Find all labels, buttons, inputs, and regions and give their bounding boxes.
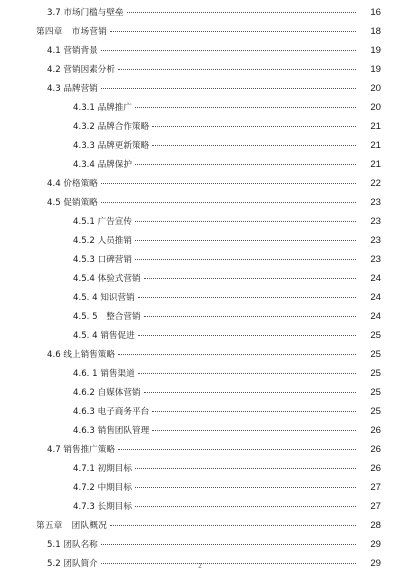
dot-leader — [110, 31, 356, 32]
toc-section-entry[interactable] — [0, 174, 400, 193]
dot-leader — [138, 373, 356, 374]
toc-section-entry[interactable] — [0, 3, 400, 22]
dot-leader — [135, 259, 356, 260]
toc-entry-title: 4.6 线上销售策略 — [47, 350, 115, 360]
dot-leader — [138, 335, 356, 336]
toc-subsection-entry[interactable] — [0, 231, 400, 250]
dot-leader — [135, 240, 356, 241]
toc-entry-page-number: 18 — [370, 26, 381, 37]
toc-entry-page-number: 29 — [370, 539, 381, 550]
toc-entry-page-number: 28 — [370, 520, 381, 531]
dot-leader — [101, 183, 356, 184]
dot-leader — [144, 392, 356, 393]
toc-entry-title: 4.2 营销因素分析 — [47, 65, 115, 75]
toc-entry-page-number: 19 — [370, 45, 381, 56]
toc-entry-title: 4.3.1 品牌推广 — [73, 103, 132, 113]
toc-entry-title: 4.5.2 人员推销 — [73, 236, 132, 246]
toc-subsection-entry[interactable] — [0, 459, 400, 478]
toc-entry-page-number: 24 — [370, 311, 381, 322]
toc-subsection-entry[interactable] — [0, 98, 400, 117]
toc-chapter-entry[interactable] — [0, 22, 400, 41]
toc-entry-title: 4.5. 4 销售促进 — [73, 331, 135, 341]
dot-leader — [101, 50, 356, 51]
toc-section-entry[interactable] — [0, 60, 400, 79]
dot-leader — [152, 430, 356, 431]
toc-subsection-entry[interactable] — [0, 364, 400, 383]
dot-leader — [152, 411, 356, 412]
toc-entry-page-number: 23 — [370, 254, 381, 265]
dot-leader — [138, 297, 356, 298]
dot-leader — [118, 69, 356, 70]
toc-entry-title: 4.6. 1 销售渠道 — [73, 369, 135, 379]
dot-leader — [127, 12, 356, 13]
toc-entry-page-number: 23 — [370, 235, 381, 246]
toc-section-entry[interactable] — [0, 41, 400, 60]
toc-entry-page-number: 21 — [370, 159, 381, 170]
toc-entry-page-number: 25 — [370, 368, 381, 379]
toc-subsection-entry[interactable] — [0, 497, 400, 516]
dot-leader — [101, 202, 356, 203]
toc-entry-title: 4.3 品牌营销 — [47, 84, 98, 94]
dot-leader — [118, 449, 356, 450]
toc-entry-page-number: 19 — [370, 64, 381, 75]
dot-leader — [135, 468, 356, 469]
toc-entry-title: 第四章 市场营销 — [36, 27, 108, 37]
toc-entry-page-number: 25 — [370, 387, 381, 398]
toc-entry-title: 4.6.3 销售团队管理 — [73, 426, 150, 436]
dot-leader — [152, 126, 356, 127]
toc-entry-title: 5.1 团队名称 — [47, 540, 98, 550]
toc-entry-title: 4.3.3 品牌更新策略 — [73, 141, 150, 151]
toc-subsection-entry[interactable] — [0, 326, 400, 345]
dot-leader — [135, 487, 356, 488]
toc-entry-page-number: 21 — [370, 140, 381, 151]
toc-entry-title: 4.1 营销背景 — [47, 46, 98, 56]
toc-entry-page-number: 25 — [370, 349, 381, 360]
dot-leader — [135, 506, 356, 507]
dot-leader — [135, 164, 356, 165]
toc-subsection-entry[interactable] — [0, 383, 400, 402]
toc-entry-title: 4.3.4 品牌保护 — [73, 160, 132, 170]
dot-leader — [144, 316, 356, 317]
dot-leader — [101, 88, 356, 89]
toc-entry-title: 第五章 团队概况 — [36, 521, 108, 531]
toc-entry-page-number: 27 — [370, 482, 381, 493]
toc-subsection-entry[interactable] — [0, 307, 400, 326]
toc-entry-page-number: 24 — [370, 273, 381, 284]
toc-entry-title: 4.7 销售推广策略 — [47, 445, 115, 455]
toc-section-entry[interactable] — [0, 440, 400, 459]
toc-entry-page-number: 20 — [370, 83, 381, 94]
table-of-contents — [0, 3, 400, 573]
toc-subsection-entry[interactable] — [0, 212, 400, 231]
toc-entry-title: 4.5.4 体验式营销 — [73, 274, 141, 284]
toc-chapter-entry[interactable] — [0, 516, 400, 535]
toc-entry-title: 4.5.3 口碑营销 — [73, 255, 132, 265]
toc-entry-page-number: 29 — [370, 558, 381, 569]
toc-entry-page-number: 26 — [370, 425, 381, 436]
toc-entry-title: 4.6.3 电子商务平台 — [73, 407, 150, 417]
toc-subsection-entry[interactable] — [0, 402, 400, 421]
toc-entry-title: 5.2 团队简介 — [47, 559, 98, 569]
toc-entry-title: 4.3.2 品牌合作策略 — [73, 122, 150, 132]
toc-entry-title: 4.7.1 初期目标 — [73, 464, 132, 474]
toc-entry-title: 3.7 市场门槛与壁垒 — [47, 8, 124, 18]
toc-entry-title: 4.5 促销策略 — [47, 198, 98, 208]
page-number: 2 — [198, 562, 202, 570]
toc-section-entry[interactable] — [0, 79, 400, 98]
toc-entry-page-number: 26 — [370, 463, 381, 474]
toc-entry-page-number: 26 — [370, 444, 381, 455]
toc-subsection-entry[interactable] — [0, 288, 400, 307]
toc-subsection-entry[interactable] — [0, 478, 400, 497]
toc-entry-page-number: 25 — [370, 330, 381, 341]
toc-entry-page-number: 23 — [370, 197, 381, 208]
toc-subsection-entry[interactable] — [0, 421, 400, 440]
toc-section-entry[interactable] — [0, 345, 400, 364]
toc-subsection-entry[interactable] — [0, 269, 400, 288]
toc-entry-title: 4.6.2 自媒体营销 — [73, 388, 141, 398]
toc-entry-page-number: 16 — [370, 7, 381, 18]
toc-section-entry[interactable] — [0, 535, 400, 554]
dot-leader — [144, 278, 356, 279]
toc-entry-page-number: 27 — [370, 501, 381, 512]
toc-entry-page-number: 21 — [370, 121, 381, 132]
dot-leader — [110, 525, 356, 526]
dot-leader — [152, 145, 356, 146]
toc-entry-title: 4.5. 4 知识营销 — [73, 293, 135, 303]
toc-entry-page-number: 20 — [370, 102, 381, 113]
toc-entry-page-number: 25 — [370, 406, 381, 417]
toc-entry-title: 4.7.3 长期目标 — [73, 502, 132, 512]
dot-leader — [135, 221, 356, 222]
toc-entry-title: 4.5. 5 整合营销 — [73, 312, 141, 322]
toc-subsection-entry[interactable] — [0, 250, 400, 269]
toc-entry-page-number: 24 — [370, 292, 381, 303]
dot-leader — [135, 107, 356, 108]
toc-section-entry[interactable] — [0, 193, 400, 212]
toc-entry-title: 4.4 价格策略 — [47, 179, 98, 189]
toc-entry-page-number: 22 — [370, 178, 381, 189]
toc-subsection-entry[interactable] — [0, 136, 400, 155]
toc-entry-title: 4.7.2 中期目标 — [73, 483, 132, 493]
toc-subsection-entry[interactable] — [0, 117, 400, 136]
toc-subsection-entry[interactable] — [0, 155, 400, 174]
dot-leader — [101, 544, 356, 545]
toc-entry-title: 4.5.1 广告宣传 — [73, 217, 132, 227]
toc-entry-page-number: 23 — [370, 216, 381, 227]
dot-leader — [118, 354, 356, 355]
